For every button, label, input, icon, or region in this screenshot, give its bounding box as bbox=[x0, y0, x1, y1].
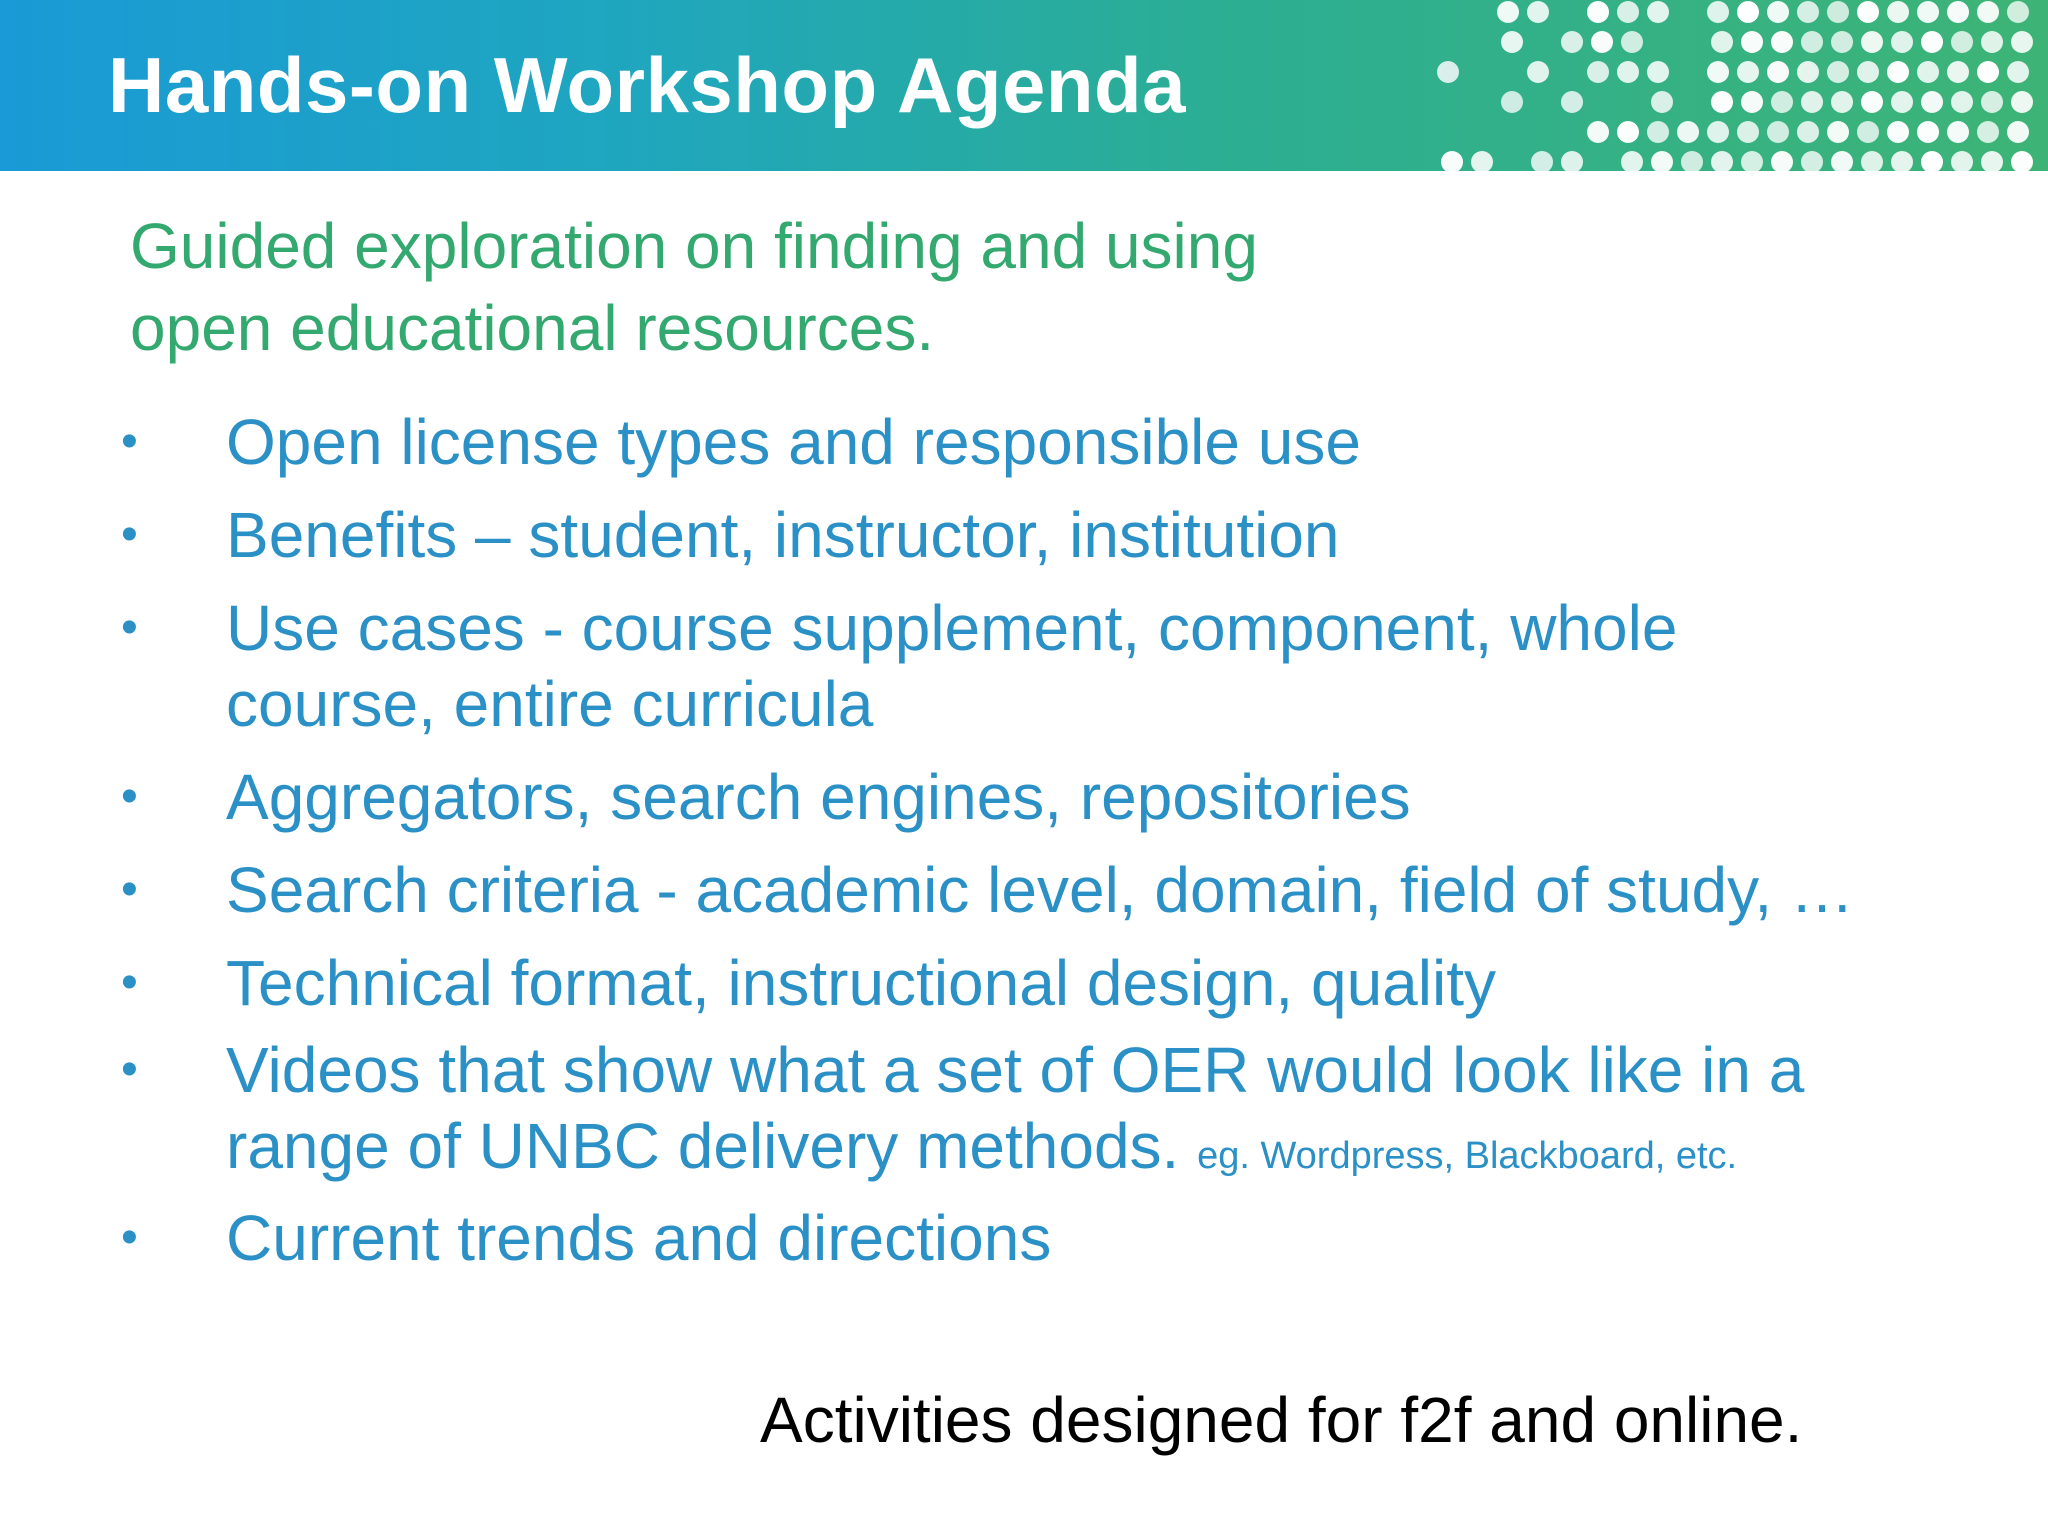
decorative-dot bbox=[1771, 91, 1793, 113]
decorative-dot bbox=[2011, 31, 2033, 53]
decorative-dot bbox=[1621, 151, 1643, 171]
decorative-dot bbox=[1767, 61, 1789, 83]
decorative-dot bbox=[1801, 151, 1823, 171]
decorative-dot bbox=[1797, 1, 1819, 23]
decorative-dot bbox=[1617, 1, 1639, 23]
decorative-dot bbox=[1831, 31, 1853, 53]
decorative-dot bbox=[1741, 31, 1763, 53]
decorative-dot bbox=[1861, 31, 1883, 53]
decorative-dot bbox=[1891, 31, 1913, 53]
decorative-dot bbox=[1801, 91, 1823, 113]
decorative-dot bbox=[1921, 91, 1943, 113]
decorative-dot bbox=[1647, 61, 1669, 83]
decorative-dot bbox=[1921, 31, 1943, 53]
decorative-dot bbox=[1947, 121, 1969, 143]
decorative-dot bbox=[1797, 121, 1819, 143]
decorative-dot bbox=[1647, 1, 1669, 23]
decorative-dot bbox=[1587, 121, 1609, 143]
decorative-dot bbox=[1951, 151, 1973, 171]
decorative-dot bbox=[1827, 1, 1849, 23]
agenda-item-text: Technical format, instructional design, quality bbox=[226, 947, 1496, 1019]
decorative-dot bbox=[1857, 1, 1879, 23]
decorative-dot bbox=[1951, 91, 1973, 113]
decorative-dot bbox=[1977, 61, 1999, 83]
decorative-dot bbox=[1887, 121, 1909, 143]
decorative-dot bbox=[1887, 61, 1909, 83]
decorative-dot bbox=[1861, 91, 1883, 113]
bullet-icon: • bbox=[121, 508, 138, 561]
agenda-item-main-text: Videos that show what a set of OER would look like in a range of UNBC delivery methods. bbox=[226, 1034, 1805, 1182]
decorative-dot bbox=[1891, 91, 1913, 113]
decorative-dot bbox=[1981, 91, 2003, 113]
decorative-dot bbox=[1921, 151, 1943, 171]
agenda-item-text bbox=[226, 1032, 1986, 1194]
decorative-dot bbox=[1621, 31, 1643, 53]
dot-pattern-decoration bbox=[1428, 0, 2048, 171]
decorative-dot bbox=[2007, 1, 2029, 23]
decorative-dot bbox=[1707, 121, 1729, 143]
decorative-dot bbox=[1647, 121, 1669, 143]
decorative-dot bbox=[1561, 91, 1583, 113]
decorative-dot bbox=[1587, 61, 1609, 83]
decorative-dot bbox=[1767, 1, 1789, 23]
decorative-dot bbox=[1471, 151, 1493, 171]
decorative-dot bbox=[1587, 1, 1609, 23]
decorative-dot bbox=[1651, 91, 1673, 113]
decorative-dot bbox=[1977, 121, 1999, 143]
decorative-dot bbox=[1711, 31, 1733, 53]
decorative-dot bbox=[1917, 61, 1939, 83]
decorative-dot bbox=[1827, 121, 1849, 143]
agenda-item-text: Search criteria - academic level, domain, field of study, … bbox=[226, 854, 1854, 926]
decorative-dot bbox=[1561, 31, 1583, 53]
bullet-icon: • bbox=[121, 863, 138, 916]
agenda-item-text: Open license types and responsible use bbox=[226, 406, 1361, 478]
header-bar bbox=[0, 0, 2048, 171]
decorative-dot bbox=[1437, 61, 1459, 83]
bullet-icon: • bbox=[121, 415, 138, 468]
decorative-dot bbox=[1981, 151, 2003, 171]
decorative-dot bbox=[1707, 61, 1729, 83]
decorative-dot bbox=[1591, 31, 1613, 53]
decorative-dot bbox=[1771, 31, 1793, 53]
slide-subtitle: Guided exploration on finding and using open educational resources. bbox=[130, 210, 1258, 364]
decorative-dot bbox=[2011, 91, 2033, 113]
decorative-dot bbox=[1497, 1, 1519, 23]
decorative-dot bbox=[1501, 31, 1523, 53]
footer-note: Activities designed for f2f and online. bbox=[760, 1384, 1803, 1456]
decorative-dot bbox=[1501, 91, 1523, 113]
bullet-icon: • bbox=[121, 956, 138, 1009]
decorative-dot bbox=[2007, 121, 2029, 143]
decorative-dot bbox=[1951, 31, 1973, 53]
decorative-dot bbox=[1831, 151, 1853, 171]
decorative-dot bbox=[1681, 151, 1703, 171]
decorative-dot bbox=[1861, 151, 1883, 171]
decorative-dot bbox=[1801, 31, 1823, 53]
slide-title: Hands-on Workshop Agenda bbox=[108, 41, 1187, 129]
decorative-dot bbox=[1711, 151, 1733, 171]
decorative-dot bbox=[2007, 61, 2029, 83]
agenda-item-text: Aggregators, search engines, repositories bbox=[226, 761, 1411, 833]
agenda-item-text: Use cases - course supplement, component, whole course, entire curricula bbox=[226, 592, 1678, 740]
decorative-dot bbox=[1771, 151, 1793, 171]
decorative-dot bbox=[1857, 61, 1879, 83]
decorative-dot bbox=[1707, 1, 1729, 23]
decorative-dot bbox=[1831, 91, 1853, 113]
decorative-dot bbox=[1527, 61, 1549, 83]
decorative-dot bbox=[1891, 151, 1913, 171]
bullet-icon: • bbox=[121, 601, 138, 654]
agenda-item-text: Benefits – student, instructor, institution bbox=[226, 499, 1340, 571]
decorative-dot bbox=[1981, 31, 2003, 53]
decorative-dot bbox=[1741, 151, 1763, 171]
decorative-dot bbox=[1737, 1, 1759, 23]
decorative-dot bbox=[1441, 151, 1463, 171]
decorative-dot bbox=[1947, 1, 1969, 23]
decorative-dot bbox=[1977, 1, 1999, 23]
decorative-dot bbox=[1561, 151, 1583, 171]
decorative-dot bbox=[1617, 61, 1639, 83]
decorative-dot bbox=[1741, 91, 1763, 113]
decorative-dot bbox=[1737, 61, 1759, 83]
decorative-dot bbox=[1917, 1, 1939, 23]
decorative-dot bbox=[1767, 121, 1789, 143]
decorative-dot bbox=[1827, 61, 1849, 83]
decorative-dot bbox=[1887, 1, 1909, 23]
bullet-icon: • bbox=[121, 770, 138, 823]
decorative-dot bbox=[1857, 121, 1879, 143]
bullet-icon: • bbox=[121, 1211, 138, 1264]
bullet-icon: • bbox=[121, 1043, 138, 1096]
agenda-item-note: eg. Wordpress, Blackboard, etc. bbox=[1197, 1135, 1738, 1177]
decorative-dot bbox=[1651, 151, 1673, 171]
decorative-dot bbox=[1947, 61, 1969, 83]
decorative-dot bbox=[1617, 121, 1639, 143]
decorative-dot bbox=[1711, 91, 1733, 113]
decorative-dot bbox=[1527, 1, 1549, 23]
decorative-dot bbox=[1677, 121, 1699, 143]
agenda-item-text: Current trends and directions bbox=[226, 1202, 1052, 1274]
decorative-dot bbox=[1917, 121, 1939, 143]
decorative-dot bbox=[1797, 61, 1819, 83]
decorative-dot bbox=[2011, 151, 2033, 171]
decorative-dot bbox=[1531, 151, 1553, 171]
decorative-dot bbox=[1737, 121, 1759, 143]
